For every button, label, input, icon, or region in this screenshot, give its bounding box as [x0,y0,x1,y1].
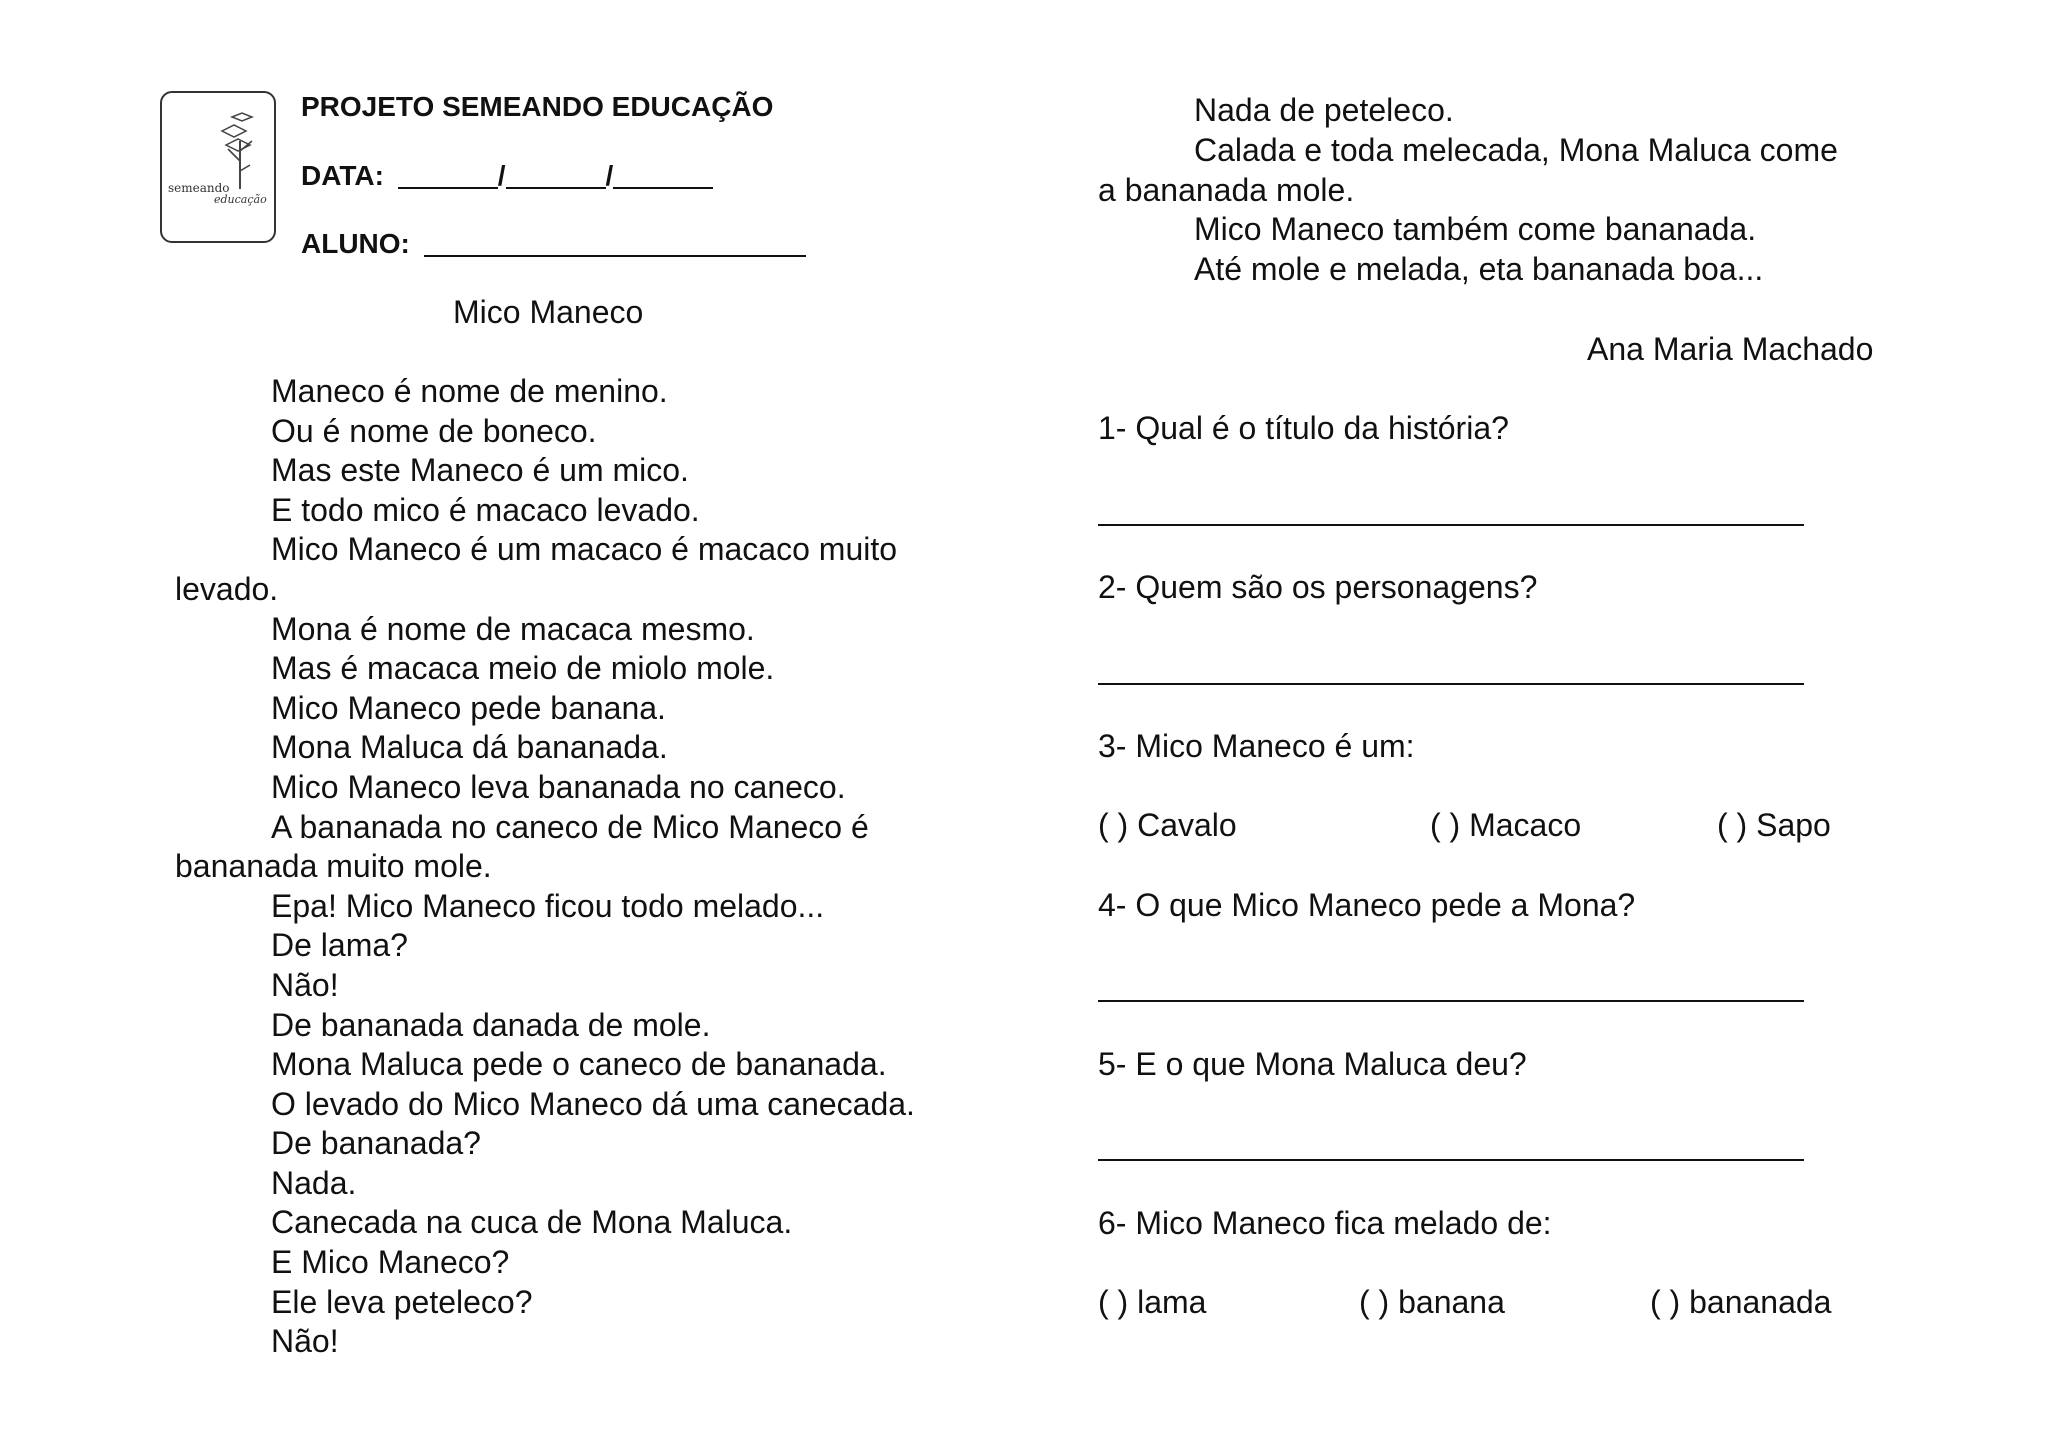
option-bananada[interactable]: ( ) bananada [1650,1284,1832,1320]
question-6: 6- Mico Maneco fica melado de: [1098,1205,1552,1241]
story-line: O levado do Mico Maneco dá uma canecada. [271,1085,915,1122]
option-banana[interactable]: ( ) banana [1359,1284,1505,1320]
option-macaco[interactable]: ( ) Macaco [1430,807,1582,843]
story-line: Mona Maluca dá bananada. [271,729,668,766]
story-line: Calada e toda melecada, Mona Maluca come [1194,132,1838,168]
story-line: Mico Maneco leva bananada no caneco. [271,768,846,805]
story-line: Mico Maneco pede banana. [271,689,666,726]
story-line: De bananada? [271,1125,481,1162]
answer-line-5[interactable] [1098,1159,1804,1161]
story-line: Mas este Maneco é um mico. [271,452,689,489]
student-name-blank[interactable] [424,227,806,257]
date-label: DATA: [301,160,384,191]
student-row [301,227,806,260]
date-separator: / [605,160,614,191]
story-title: Mico Maneco [453,294,644,330]
question-3: 3- Mico Maneco é um: [1098,728,1415,764]
story-line: Nada. [271,1164,357,1201]
question-2: 2- Quem são os personagens? [1098,569,1538,605]
story-line: levado. [175,570,279,607]
story-line: Maneco é nome de menino. [271,373,668,409]
date-month-blank[interactable] [506,159,606,189]
date-year-blank[interactable] [613,159,713,189]
date-day-blank[interactable] [398,159,498,189]
story-line: E Mico Maneco? [271,1244,510,1281]
answer-line-4[interactable] [1098,1000,1804,1002]
story-line: Ele leva peteleco? [271,1283,533,1320]
date-row [301,159,713,192]
question-4: 4- O que Mico Maneco pede a Mona? [1098,887,1636,923]
school-logo [160,91,276,243]
option-cavalo[interactable]: ( ) Cavalo [1098,807,1237,843]
story-line: Até mole e melada, eta bananada boa... [1194,251,1764,287]
answer-line-2[interactable] [1098,683,1804,685]
story-line: Mona Maluca pede o caneco de bananada. [271,1046,887,1083]
story-line: Nada de peteleco. [1194,92,1454,128]
logo-text: educação [214,193,267,206]
option-sapo[interactable]: ( ) Sapo [1717,807,1831,843]
story-line: Mico Maneco também come bananada. [1194,211,1757,247]
story-line: a bananada mole. [1098,172,1355,208]
story-line: Não! [271,1323,339,1360]
answer-line-1[interactable] [1098,524,1804,526]
story-line: Mas é macaca meio de miolo mole. [271,650,775,687]
story-line: bananada muito mole. [175,848,492,885]
story-line: Mona é nome de macaca mesmo. [271,610,755,647]
story-line: De bananada danada de mole. [271,1006,711,1043]
date-separator: / [497,160,506,191]
logo-text: semeando [168,181,230,195]
option-lama[interactable]: ( ) lama [1098,1284,1207,1320]
story-line: A bananada no caneco de Mico Maneco é [271,808,869,845]
question-5: 5- E o que Mona Maluca deu? [1098,1046,1527,1082]
question-1: 1- Qual é o título da história? [1098,410,1509,446]
story-author: Ana Maria Machado [1587,331,1874,367]
story-line: De lama? [271,927,408,964]
story-text [175,372,995,1362]
story-line: Ou é nome de boneco. [271,412,597,449]
student-label: ALUNO: [301,228,410,259]
story-line: Canecada na cuca de Mona Maluca. [271,1204,793,1241]
story-line: E todo mico é macaco levado. [271,491,700,528]
story-line: Epa! Mico Maneco ficou todo melado... [271,887,825,924]
story-line: Mico Maneco é um macaco é macaco muito [271,531,898,568]
project-title: PROJETO SEMEANDO EDUCAÇÃO [301,91,774,122]
tree-books-icon [212,111,262,191]
story-line: Não! [271,966,339,1003]
